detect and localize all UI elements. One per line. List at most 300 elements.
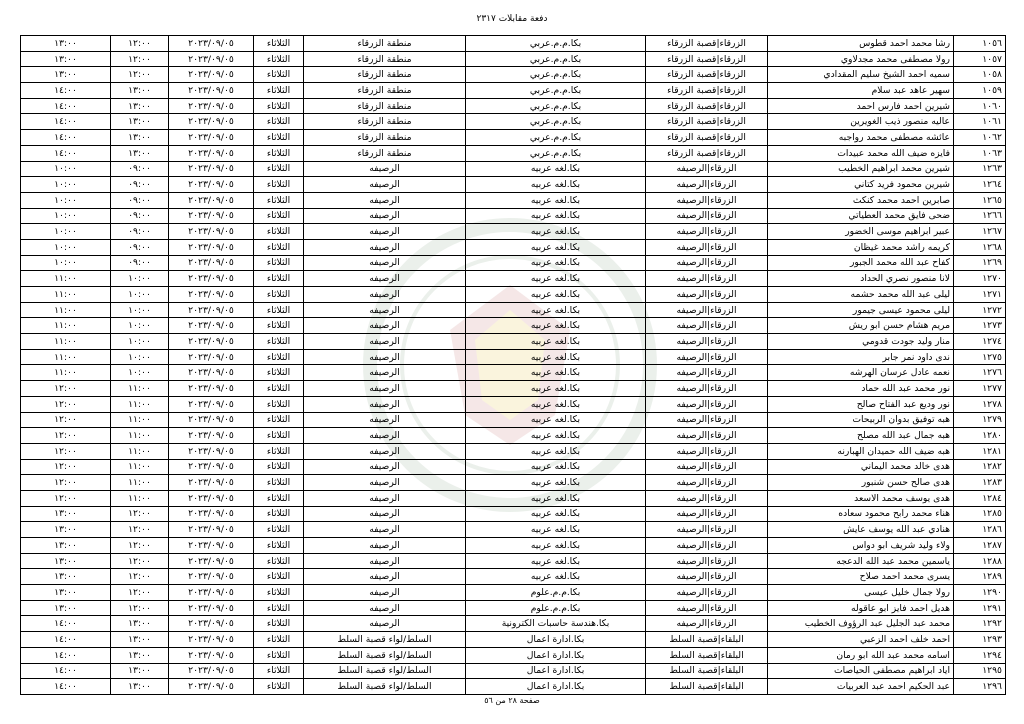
interview-area-cell: السلط/لواء قصبة السلط [304,647,466,663]
governorate-cell: الزرقاء|الرصيفه [646,538,768,554]
interview-area-cell: منطقة الزرقاء [304,83,466,99]
end-time-cell: ١٢:٠٠ [21,381,111,397]
date-cell: ٢٠٢٣/٠٩/٠٥ [169,443,254,459]
end-time-cell: ١٠:٠٠ [21,224,111,240]
governorate-cell: الزرقاء|الرصيفه [646,271,768,287]
date-cell: ٢٠٢٣/٠٩/٠٥ [169,490,254,506]
date-cell: ٢٠٢٣/٠٩/٠٥ [169,647,254,663]
table-row [21,349,1006,365]
candidate-name-cell: ولاء وليد شريف ابو دواس [768,538,954,554]
end-time-cell: ١٢:٠٠ [21,412,111,428]
day-cell: الثلاثاء [254,475,304,491]
table-row [21,381,1006,397]
day-cell: الثلاثاء [254,381,304,397]
specialization-cell: بكا.لغه عربيه [466,271,646,287]
start-time-cell: ١٠:٠٠ [111,365,169,381]
table-row [21,192,1006,208]
interview-area-cell: الرصيفه [304,271,466,287]
row-number-cell: ١٢٦٧ [954,224,1006,240]
candidate-name-cell: عاليه منصور ذيب الغويرين [768,114,954,130]
row-number-cell: ١٢٧٩ [954,412,1006,428]
end-time-cell: ١٣:٠٠ [21,522,111,538]
end-time-cell: ١٣:٠٠ [21,585,111,601]
row-number-cell: ١٢٧٨ [954,396,1006,412]
row-number-cell: ١٢٩٦ [954,679,1006,695]
candidate-name-cell: محمد عبد الجليل عبد الرؤوف الخطيب [768,616,954,632]
governorate-cell: الزرقاء|قصبة الزرقاء [646,130,768,146]
specialization-cell: بكا.ادارة اعمال [466,632,646,648]
governorate-cell: الزرقاء|الرصيفه [646,616,768,632]
specialization-cell: بكا.لغه عربيه [466,475,646,491]
date-cell: ٢٠٢٣/٠٩/٠٥ [169,679,254,695]
row-number-cell: ١٠٦٢ [954,130,1006,146]
specialization-cell: بكا.م.م.عربي [466,145,646,161]
start-time-cell: ٠٩:٠٠ [111,208,169,224]
start-time-cell: ١٢:٠٠ [111,538,169,554]
end-time-cell: ١٢:٠٠ [21,475,111,491]
specialization-cell: بكا.لغه عربيه [466,553,646,569]
table-row [21,271,1006,287]
start-time-cell: ١٣:٠٠ [111,679,169,695]
specialization-cell: بكا.م.م.عربي [466,83,646,99]
date-cell: ٢٠٢٣/٠٩/٠٥ [169,318,254,334]
date-cell: ٢٠٢٣/٠٩/٠٥ [169,585,254,601]
table-row [21,616,1006,632]
day-cell: الثلاثاء [254,287,304,303]
table-row [21,522,1006,538]
interview-area-cell: الرصيفه [304,224,466,240]
table-row [21,224,1006,240]
day-cell: الثلاثاء [254,130,304,146]
day-cell: الثلاثاء [254,161,304,177]
table-row [21,428,1006,444]
date-cell: ٢٠٢٣/٠٩/٠٥ [169,569,254,585]
specialization-cell: بكا.لغه عربيه [466,302,646,318]
end-time-cell: ١٢:٠٠ [21,459,111,475]
candidate-name-cell: ليلى محمود عيسى جيمور [768,302,954,318]
interview-area-cell: الرصيفه [304,506,466,522]
governorate-cell: الزرقاء|قصبة الزرقاء [646,51,768,67]
specialization-cell: بكا.لغه عربيه [466,208,646,224]
start-time-cell: ٠٩:٠٠ [111,177,169,193]
governorate-cell: الزرقاء|الرصيفه [646,600,768,616]
date-cell: ٢٠٢٣/٠٩/٠٥ [169,553,254,569]
start-time-cell: ١٣:٠٠ [111,663,169,679]
candidate-name-cell: هدى خالد محمد اليماني [768,459,954,475]
specialization-cell: بكا.لغه عربيه [466,192,646,208]
interview-area-cell: الرصيفه [304,287,466,303]
specialization-cell: بكا.لغه عربيه [466,412,646,428]
row-number-cell: ١٢٧٥ [954,349,1006,365]
candidate-name-cell: فايزه ضيف الله محمد عبيدات [768,145,954,161]
end-time-cell: ١٣:٠٠ [21,506,111,522]
governorate-cell: الزرقاء|الرصيفه [646,177,768,193]
governorate-cell: الزرقاء|الرصيفه [646,443,768,459]
date-cell: ٢٠٢٣/٠٩/٠٥ [169,255,254,271]
start-time-cell: ١٠:٠٠ [111,271,169,287]
start-time-cell: ١٢:٠٠ [111,600,169,616]
end-time-cell: ١٣:٠٠ [21,51,111,67]
date-cell: ٢٠٢٣/٠٩/٠٥ [169,271,254,287]
candidate-name-cell: رولا مصطفى محمد مجدلاوي [768,51,954,67]
candidate-name-cell: هنادي عبد الله يوسف عايش [768,522,954,538]
interview-area-cell: الرصيفه [304,538,466,554]
interview-area-cell: الرصيفه [304,616,466,632]
date-cell: ٢٠٢٣/٠٩/٠٥ [169,145,254,161]
start-time-cell: ١١:٠٠ [111,381,169,397]
table-row [21,663,1006,679]
date-cell: ٢٠٢٣/٠٩/٠٥ [169,130,254,146]
row-number-cell: ١٠٥٨ [954,67,1006,83]
end-time-cell: ١٠:٠٠ [21,192,111,208]
governorate-cell: الزرقاء|الرصيفه [646,490,768,506]
end-time-cell: ١٤:٠٠ [21,663,111,679]
table-row [21,83,1006,99]
table-row [21,114,1006,130]
date-cell: ٢٠٢٣/٠٩/٠٥ [169,83,254,99]
row-number-cell: ١٢٨١ [954,443,1006,459]
date-cell: ٢٠٢٣/٠٩/٠٥ [169,334,254,350]
governorate-cell: الزرقاء|الرصيفه [646,506,768,522]
end-time-cell: ١٣:٠٠ [21,553,111,569]
specialization-cell: بكا.لغه عربيه [466,459,646,475]
table-row [21,396,1006,412]
specialization-cell: بكا.لغه عربيه [466,318,646,334]
day-cell: الثلاثاء [254,616,304,632]
governorate-cell: الزرقاء|قصبة الزرقاء [646,145,768,161]
interview-area-cell: الرصيفه [304,490,466,506]
row-number-cell: ١٠٦١ [954,114,1006,130]
candidate-name-cell: سميه احمد الشيخ سليم المقدادي [768,67,954,83]
governorate-cell: الزرقاء|الرصيفه [646,318,768,334]
date-cell: ٢٠٢٣/٠٩/٠٥ [169,506,254,522]
candidate-name-cell: ليلى عبد الله محمد حشمه [768,287,954,303]
row-number-cell: ١٢٦٦ [954,208,1006,224]
specialization-cell: بكا.لغه عربيه [466,443,646,459]
row-number-cell: ١٢٨٥ [954,506,1006,522]
start-time-cell: ١٣:٠٠ [111,616,169,632]
candidate-name-cell: ندى داود نمر جابر [768,349,954,365]
row-number-cell: ١٢٨٦ [954,522,1006,538]
day-cell: الثلاثاء [254,145,304,161]
start-time-cell: ١١:٠٠ [111,443,169,459]
day-cell: الثلاثاء [254,553,304,569]
end-time-cell: ١١:٠٠ [21,287,111,303]
day-cell: الثلاثاء [254,632,304,648]
day-cell: الثلاثاء [254,663,304,679]
start-time-cell: ٠٩:٠٠ [111,192,169,208]
specialization-cell: بكا.لغه عربيه [466,365,646,381]
interview-area-cell: الرصيفه [304,349,466,365]
date-cell: ٢٠٢٣/٠٩/٠٥ [169,192,254,208]
date-cell: ٢٠٢٣/٠٩/٠٥ [169,459,254,475]
day-cell: الثلاثاء [254,538,304,554]
candidate-name-cell: سهير عاهد عبد سلام [768,83,954,99]
day-cell: الثلاثاء [254,302,304,318]
start-time-cell: ١٢:٠٠ [111,506,169,522]
row-number-cell: ١٢٧٧ [954,381,1006,397]
governorate-cell: الزرقاء|الرصيفه [646,255,768,271]
interview-area-cell: الرصيفه [304,428,466,444]
table-row [21,569,1006,585]
date-cell: ٢٠٢٣/٠٩/٠٥ [169,412,254,428]
start-time-cell: ١٢:٠٠ [111,553,169,569]
candidate-name-cell: اسامه محمد عبد الله ابو رمان [768,647,954,663]
governorate-cell: الزرقاء|الرصيفه [646,428,768,444]
end-time-cell: ١٣:٠٠ [21,538,111,554]
end-time-cell: ١٣:٠٠ [21,600,111,616]
interview-area-cell: الرصيفه [304,475,466,491]
end-time-cell: ١١:٠٠ [21,318,111,334]
end-time-cell: ١٣:٠٠ [21,36,111,52]
date-cell: ٢٠٢٣/٠٩/٠٥ [169,177,254,193]
specialization-cell: بكا.لغه عربيه [466,334,646,350]
specialization-cell: بكا.م.م.عربي [466,114,646,130]
day-cell: الثلاثاء [254,412,304,428]
table-row [21,36,1006,52]
end-time-cell: ١٤:٠٠ [21,632,111,648]
specialization-cell: بكا.م.م.عربي [466,36,646,52]
candidate-name-cell: هناء محمد رابح محمود سعاده [768,506,954,522]
specialization-cell: بكا.لغه عربيه [466,224,646,240]
specialization-cell: بكا.لغه عربيه [466,490,646,506]
table-row [21,145,1006,161]
start-time-cell: ١٢:٠٠ [111,51,169,67]
interview-area-cell: الرصيفه [304,255,466,271]
interview-area-cell: الرصيفه [304,239,466,255]
table-row [21,459,1006,475]
row-number-cell: ١٢٨٩ [954,569,1006,585]
row-number-cell: ١٢٦٤ [954,177,1006,193]
row-number-cell: ١٠٦٣ [954,145,1006,161]
row-number-cell: ١٢٧٠ [954,271,1006,287]
day-cell: الثلاثاء [254,98,304,114]
start-time-cell: ١٠:٠٠ [111,302,169,318]
governorate-cell: البلقاء|قصبة السلط [646,647,768,663]
end-time-cell: ١٠:٠٠ [21,177,111,193]
governorate-cell: البلقاء|قصبة السلط [646,632,768,648]
candidate-name-cell: مريم هشام حسن ابو ريش [768,318,954,334]
end-time-cell: ١١:٠٠ [21,271,111,287]
day-cell: الثلاثاء [254,506,304,522]
specialization-cell: بكا.لغه عربيه [466,569,646,585]
row-number-cell: ١٢٦٣ [954,161,1006,177]
start-time-cell: ١٣:٠٠ [111,632,169,648]
day-cell: الثلاثاء [254,192,304,208]
table-row [21,51,1006,67]
table-row [21,475,1006,491]
start-time-cell: ١٢:٠٠ [111,585,169,601]
end-time-cell: ١١:٠٠ [21,302,111,318]
date-cell: ٢٠٢٣/٠٩/٠٥ [169,349,254,365]
table-row [21,208,1006,224]
governorate-cell: الزرقاء|الرصيفه [646,287,768,303]
end-time-cell: ١٤:٠٠ [21,679,111,695]
candidate-name-cell: هدى يوسف محمد الاسعد [768,490,954,506]
date-cell: ٢٠٢٣/٠٩/٠٥ [169,616,254,632]
end-time-cell: ١٤:٠٠ [21,83,111,99]
day-cell: الثلاثاء [254,255,304,271]
start-time-cell: ١٣:٠٠ [111,130,169,146]
row-number-cell: ١٢٨٣ [954,475,1006,491]
candidate-name-cell: نور محمد عبد الله حماد [768,381,954,397]
governorate-cell: البلقاء|قصبة السلط [646,663,768,679]
start-time-cell: ٠٩:٠٠ [111,255,169,271]
day-cell: الثلاثاء [254,36,304,52]
start-time-cell: ١٣:٠٠ [111,98,169,114]
row-number-cell: ١٢٨٤ [954,490,1006,506]
interview-area-cell: منطقة الزرقاء [304,67,466,83]
date-cell: ٢٠٢٣/٠٩/٠٥ [169,98,254,114]
interview-area-cell: منطقة الزرقاء [304,145,466,161]
candidate-name-cell: اياد ابراهيم مصطفى الحياصات [768,663,954,679]
table-row [21,287,1006,303]
row-number-cell: ١٢٧٤ [954,334,1006,350]
interview-area-cell: الرصيفه [304,553,466,569]
candidate-name-cell: لانا منصور نصري الحداد [768,271,954,287]
specialization-cell: بكا.م.م.عربي [466,51,646,67]
candidate-name-cell: احمد خلف احمد الزعبي [768,632,954,648]
specialization-cell: بكا.ادارة اعمال [466,647,646,663]
row-number-cell: ١٢٧٢ [954,302,1006,318]
start-time-cell: ١٢:٠٠ [111,522,169,538]
interview-area-cell: الرصيفه [304,412,466,428]
specialization-cell: بكا.م.م.علوم [466,585,646,601]
day-cell: الثلاثاء [254,177,304,193]
interview-area-cell: الرصيفه [304,381,466,397]
start-time-cell: ١١:٠٠ [111,412,169,428]
row-number-cell: ١٢٦٥ [954,192,1006,208]
interview-area-cell: السلط/لواء قصبة السلط [304,679,466,695]
row-number-cell: ١٢٩٢ [954,616,1006,632]
governorate-cell: الزرقاء|الرصيفه [646,553,768,569]
governorate-cell: البلقاء|قصبة السلط [646,679,768,695]
table-row [21,647,1006,663]
end-time-cell: ١١:٠٠ [21,349,111,365]
date-cell: ٢٠٢٣/٠٩/٠٥ [169,208,254,224]
start-time-cell: ١٠:٠٠ [111,349,169,365]
start-time-cell: ١٠:٠٠ [111,334,169,350]
date-cell: ٢٠٢٣/٠٩/٠٥ [169,600,254,616]
start-time-cell: ١١:٠٠ [111,428,169,444]
end-time-cell: ١٤:٠٠ [21,616,111,632]
end-time-cell: ١٤:٠٠ [21,98,111,114]
interview-area-cell: السلط/لواء قصبة السلط [304,632,466,648]
specialization-cell: بكا.ادارة اعمال [466,663,646,679]
table-row [21,679,1006,695]
start-time-cell: ١٢:٠٠ [111,569,169,585]
row-number-cell: ١٢٦٩ [954,255,1006,271]
day-cell: الثلاثاء [254,600,304,616]
specialization-cell: بكا.لغه عربيه [466,349,646,365]
date-cell: ٢٠٢٣/٠٩/٠٥ [169,36,254,52]
table-row [21,506,1006,522]
interview-area-cell: الرصيفه [304,443,466,459]
start-time-cell: ١٣:٠٠ [111,145,169,161]
row-number-cell: ١٢٨٧ [954,538,1006,554]
interview-area-cell: الرصيفه [304,318,466,334]
interview-area-cell: الرصيفه [304,365,466,381]
candidate-name-cell: هديل احمد فايز ابو عاقوله [768,600,954,616]
date-cell: ٢٠٢٣/٠٩/٠٥ [169,224,254,240]
start-time-cell: ١٣:٠٠ [111,647,169,663]
start-time-cell: ١٣:٠٠ [111,83,169,99]
candidate-name-cell: صابرين احمد محمد كنكث [768,192,954,208]
table-row [21,334,1006,350]
row-number-cell: ١٢٩٥ [954,663,1006,679]
date-cell: ٢٠٢٣/٠٩/٠٥ [169,396,254,412]
candidate-name-cell: كفاح عبد الله محمد الجبور [768,255,954,271]
end-time-cell: ١٣:٠٠ [21,569,111,585]
governorate-cell: الزرقاء|الرصيفه [646,224,768,240]
interview-area-cell: الرصيفه [304,177,466,193]
start-time-cell: ٠٩:٠٠ [111,224,169,240]
document-title: دفعة مقابلات ٢٣١٧ [476,14,548,24]
table-row [21,365,1006,381]
governorate-cell: الزرقاء|الرصيفه [646,381,768,397]
governorate-cell: الزرقاء|الرصيفه [646,192,768,208]
candidate-name-cell: شيرين محمود فريد كتاني [768,177,954,193]
start-time-cell: ٠٩:٠٠ [111,161,169,177]
date-cell: ٢٠٢٣/٠٩/٠٥ [169,302,254,318]
specialization-cell: بكا.لغه عربيه [466,177,646,193]
start-time-cell: ١١:٠٠ [111,396,169,412]
end-time-cell: ١٠:٠٠ [21,161,111,177]
interview-area-cell: الرصيفه [304,569,466,585]
date-cell: ٢٠٢٣/٠٩/٠٥ [169,365,254,381]
specialization-cell: بكا.لغه عربيه [466,538,646,554]
end-time-cell: ١١:٠٠ [21,365,111,381]
end-time-cell: ١٤:٠٠ [21,114,111,130]
end-time-cell: ١٠:٠٠ [21,239,111,255]
row-number-cell: ١٠٥٦ [954,36,1006,52]
interview-area-cell: السلط/لواء قصبة السلط [304,663,466,679]
day-cell: الثلاثاء [254,239,304,255]
specialization-cell: بكا.م.م.عربي [466,67,646,83]
day-cell: الثلاثاء [254,51,304,67]
interview-area-cell: منطقة الزرقاء [304,114,466,130]
end-time-cell: ١٤:٠٠ [21,130,111,146]
table-row [21,412,1006,428]
end-time-cell: ١٣:٠٠ [21,67,111,83]
candidate-name-cell: هبه ضيف الله حميدان الهبارنه [768,443,954,459]
day-cell: الثلاثاء [254,114,304,130]
row-number-cell: ١٢٨٨ [954,553,1006,569]
governorate-cell: الزرقاء|الرصيفه [646,349,768,365]
end-time-cell: ١٠:٠٠ [21,208,111,224]
row-number-cell: ١٢٨٢ [954,459,1006,475]
row-number-cell: ١٠٦٠ [954,98,1006,114]
row-number-cell: ١٢٨٠ [954,428,1006,444]
page-number: صفحة ٢٨ من ٥٦ [484,696,540,705]
candidate-name-cell: رولا جمال خليل عيسى [768,585,954,601]
row-number-cell: ١٢٩١ [954,600,1006,616]
specialization-cell: بكا.م.م.عربي [466,130,646,146]
candidate-name-cell: كريمه راشد محمد غيظان [768,239,954,255]
governorate-cell: الزرقاء|الرصيفه [646,569,768,585]
specialization-cell: بكا.ادارة اعمال [466,679,646,695]
table-row [21,67,1006,83]
end-time-cell: ١٢:٠٠ [21,428,111,444]
table-row [21,632,1006,648]
candidate-name-cell: هبه توفيق بدوان الربيحات [768,412,954,428]
day-cell: الثلاثاء [254,679,304,695]
row-number-cell: ١٢٧١ [954,287,1006,303]
governorate-cell: الزرقاء|الرصيفه [646,475,768,491]
candidate-name-cell: شيرين احمد فارس احمد [768,98,954,114]
end-time-cell: ١٢:٠٠ [21,443,111,459]
specialization-cell: بكا.لغه عربيه [466,396,646,412]
